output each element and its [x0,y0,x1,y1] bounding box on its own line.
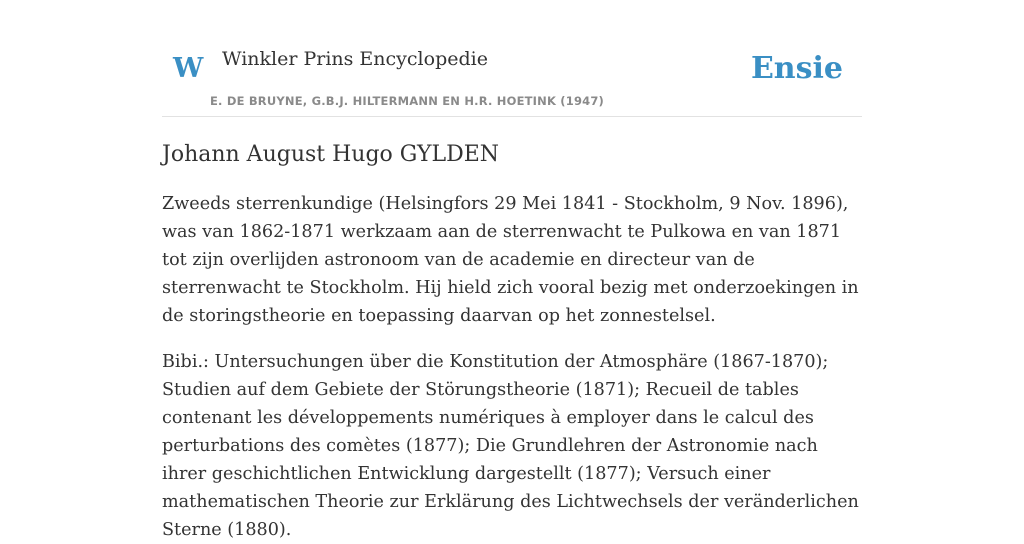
site-header [162,0,862,117]
brand-logo[interactable]: Ensie [750,51,843,86]
publication-authors: E. DE BRUYNE, G.B.J. HILTERMANN EN H.R. HOETINK (1947) [210,94,605,108]
article [162,139,864,544]
publication-logo-icon[interactable]: W [173,53,204,84]
article-paragraph: Zweeds sterrenkundige (Helsingfors 29 Mei 1841 - Stockholm, 9 Nov. 1896), was van 1862-1871 werkzaam aan de sterrenwacht te Pulkowa en van 1871 tot zijn overlijden astronoom van de academie en directeur van de sterrenwacht te Stockholm. Hij hield zich vooral bezig met onderzoekingen in de storingstheorie en toepassing daarvan op het zonnestelsel. [162,194,859,326]
article-title: Johann August Hugo GYLDEN [162,142,500,167]
publication-title[interactable]: Winkler Prins Encyclopedie [222,48,488,70]
article-bibliography: Bibi.: Untersuchungen über die Konstitution der Atmosphäre (1867-1870); Studien auf dem Gebiete der Störungstheorie (1871); Recueil de tables contenant les développements numériques à employer dans le calcul des perturbations des comètes (1877); Die Grundlehren der Astronomie nach ihrer geschichtlichen Entwicklung dargestellt (1877); Versuch einer mathematischen Theorie zur Erklärung des Lichtwechsels der veränderlichen Sterne (1880). [162,352,859,540]
